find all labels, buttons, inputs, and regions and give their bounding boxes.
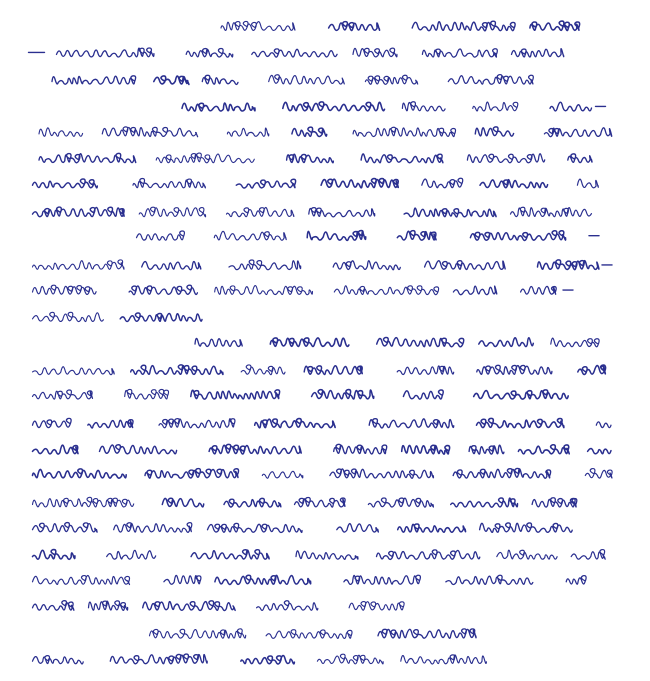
handwritten-word — [145, 469, 239, 479]
handwritten-word — [337, 524, 379, 532]
handwritten-word — [33, 418, 72, 427]
handwritten-word — [365, 75, 417, 84]
handwritten-word — [269, 75, 345, 84]
handwritten-line — [33, 389, 569, 399]
handwritten-word — [88, 420, 133, 428]
handwritten-line — [52, 75, 533, 85]
handwritten-word — [551, 338, 599, 347]
handwritten-word — [377, 550, 480, 560]
handwritten-word — [33, 390, 93, 399]
handwritten-word — [578, 365, 606, 374]
handwritten-line — [33, 365, 606, 375]
handwritten-word — [221, 21, 295, 30]
handwritten-word — [480, 180, 548, 188]
handwritten-word — [33, 469, 127, 478]
handwritten-word — [334, 286, 438, 295]
handwritten-word — [330, 469, 434, 478]
handwritten-word — [296, 551, 358, 560]
handwritten-word — [33, 285, 97, 294]
handwritten-word — [114, 523, 192, 533]
handwritten-word — [33, 312, 104, 321]
handwritten-word — [89, 601, 128, 611]
handwritten-word — [402, 102, 445, 111]
handwritten-word — [186, 48, 233, 57]
handwritten-word — [521, 286, 557, 294]
handwritten-line — [150, 629, 477, 639]
handwritten-word — [191, 550, 269, 559]
handwritten-word — [477, 365, 552, 374]
handwritten-word — [344, 575, 421, 584]
handwritten-line — [33, 654, 487, 664]
handwritten-word — [143, 601, 235, 611]
handwritten-line — [33, 497, 577, 507]
handwritten-word — [368, 498, 433, 507]
handwritten-word — [110, 654, 207, 664]
handwritten-word — [349, 602, 404, 611]
handwritten-line — [182, 102, 606, 111]
handwritten-word — [577, 179, 598, 188]
handwritten-word — [57, 48, 154, 57]
handwritten-word — [236, 179, 295, 188]
handwritten-word — [550, 102, 592, 111]
handwritten-word — [412, 21, 515, 31]
handwritten-word — [292, 127, 327, 136]
handwritten-word — [154, 76, 189, 84]
handwritten-word — [532, 498, 577, 507]
handwritten-word — [402, 445, 450, 454]
handwritten-word — [139, 207, 205, 217]
handwritten-word — [317, 654, 383, 664]
handwritten-word — [33, 367, 115, 375]
handwritten-word — [287, 154, 334, 163]
handwritten-word — [404, 208, 496, 217]
handwritten-word — [39, 128, 83, 136]
handwritten-word — [397, 231, 436, 240]
handwritten-line — [195, 337, 599, 346]
handwritten-word — [214, 231, 286, 240]
handwritten-word — [33, 550, 75, 560]
handwritten-word — [257, 601, 318, 611]
handwritten-word — [295, 497, 346, 507]
handwritten-word — [307, 231, 366, 241]
handwritten-line — [33, 550, 606, 560]
handwritten-word — [518, 445, 569, 454]
handwritten-word — [479, 338, 534, 347]
handwritten-word — [120, 313, 202, 321]
handwritten-word — [33, 497, 134, 507]
handwritten-word — [448, 75, 533, 85]
handwritten-word — [353, 48, 397, 57]
handwritten-word — [309, 208, 375, 217]
handwritten-word — [100, 445, 177, 454]
handwritten-word — [530, 21, 580, 30]
handwritten-word — [425, 261, 506, 270]
handwritten-word — [107, 550, 156, 559]
handwritten-line — [33, 178, 599, 188]
handwritten-word — [480, 523, 573, 532]
handwritten-word — [451, 498, 518, 507]
handwritten-word — [215, 575, 311, 584]
handwritten-word — [125, 389, 169, 399]
handwritten-word — [511, 207, 592, 216]
handwritten-word — [474, 390, 569, 399]
handwritten-word — [241, 655, 295, 663]
handwritten-word — [403, 390, 443, 399]
handwritten-word — [329, 22, 380, 31]
handwritten-word — [33, 179, 98, 188]
handwritten-line — [221, 21, 580, 31]
handwritten-word — [361, 154, 443, 163]
handwritten-word — [401, 655, 487, 664]
handwritten-word — [353, 127, 455, 136]
handwritten-word — [283, 102, 385, 111]
handwritten-line — [33, 523, 573, 533]
handwritten-word — [397, 366, 454, 375]
handwritten-word — [544, 128, 611, 137]
handwritten-word — [129, 285, 197, 294]
handwritten-word — [588, 449, 611, 454]
handwritten-word — [470, 231, 565, 241]
handwritten-word — [215, 286, 313, 295]
handwritten-line — [33, 207, 592, 217]
handwritten-word — [270, 338, 349, 346]
handwritten-word — [497, 550, 557, 559]
handwritten-word — [33, 260, 124, 270]
handwritten-line — [33, 285, 574, 295]
handwritten-word — [262, 471, 303, 478]
handwritten-word — [477, 418, 564, 428]
handwritten-word — [312, 390, 374, 399]
handwritten-word — [227, 128, 268, 136]
handwritten-word — [321, 179, 398, 188]
handwritten-word — [422, 178, 463, 188]
handwritten-word — [229, 260, 301, 270]
handwritten-word — [162, 498, 203, 507]
handwritten-word — [453, 286, 496, 295]
handwritten-word — [304, 366, 362, 375]
handwritten-word — [33, 576, 130, 585]
handwritten-word — [208, 523, 303, 532]
handwritten-line — [33, 601, 405, 611]
handwritten-word — [377, 337, 464, 346]
handwritten-line — [39, 127, 612, 137]
handwritten-word — [33, 656, 84, 664]
handwritten-line — [29, 48, 564, 57]
handwritten-word — [182, 103, 255, 111]
handwritten-word — [150, 629, 246, 639]
handwritten-line — [137, 231, 600, 241]
handwritten-word — [422, 49, 497, 57]
handwritten-word — [142, 261, 201, 269]
handwritten-word — [164, 575, 201, 584]
handwritten-word — [334, 444, 387, 454]
handwritten-line — [33, 312, 203, 321]
handwritten-word — [378, 629, 476, 638]
handwritten-word — [475, 127, 513, 136]
handwritten-word — [39, 153, 136, 162]
handwritten-word — [512, 49, 564, 57]
handwritten-word — [568, 154, 592, 163]
handwritten-word — [227, 208, 294, 217]
handwritten-word — [191, 390, 280, 399]
handwritten-line — [33, 444, 612, 454]
handwritten-word — [252, 49, 337, 57]
handwritten-word — [202, 75, 238, 84]
handwritten-word — [137, 231, 185, 240]
handwritten-word — [566, 576, 586, 584]
handwritten-word — [224, 498, 281, 507]
handwritten-word — [133, 178, 205, 187]
handwritten-word — [266, 630, 352, 639]
handwritten-word — [467, 154, 544, 163]
handwritten-word — [585, 469, 612, 479]
handwritten-word — [159, 419, 235, 428]
handwritten-word — [473, 102, 518, 111]
handwritten-word — [102, 127, 197, 137]
handwritten-word — [571, 550, 605, 560]
handwritten-word — [209, 444, 301, 454]
handwritten-line — [33, 418, 612, 428]
handwritten-word — [131, 365, 223, 375]
handwritten-line — [33, 468, 613, 478]
handwritten-line — [39, 153, 592, 163]
handwritten-word — [241, 365, 285, 375]
handwritten-word — [596, 422, 611, 428]
handwritten-word — [33, 523, 98, 533]
handwritten-line — [33, 260, 613, 270]
handwritten-word — [446, 575, 533, 584]
handwritten-word — [469, 445, 504, 454]
handwritten-word — [52, 76, 136, 84]
handwritten-word — [33, 445, 79, 454]
handwritten-word — [33, 207, 125, 217]
handwritten-word — [156, 153, 254, 163]
handwritten-line — [33, 575, 587, 584]
handwritten-word — [538, 260, 599, 270]
handwritten-word — [369, 419, 454, 428]
handwritten-word — [333, 261, 400, 270]
handwritten-word — [398, 524, 466, 532]
handwritten-word — [195, 338, 242, 346]
handwritten-word — [255, 419, 335, 428]
handwritten-word — [33, 601, 74, 611]
handwritten-word — [453, 468, 550, 478]
